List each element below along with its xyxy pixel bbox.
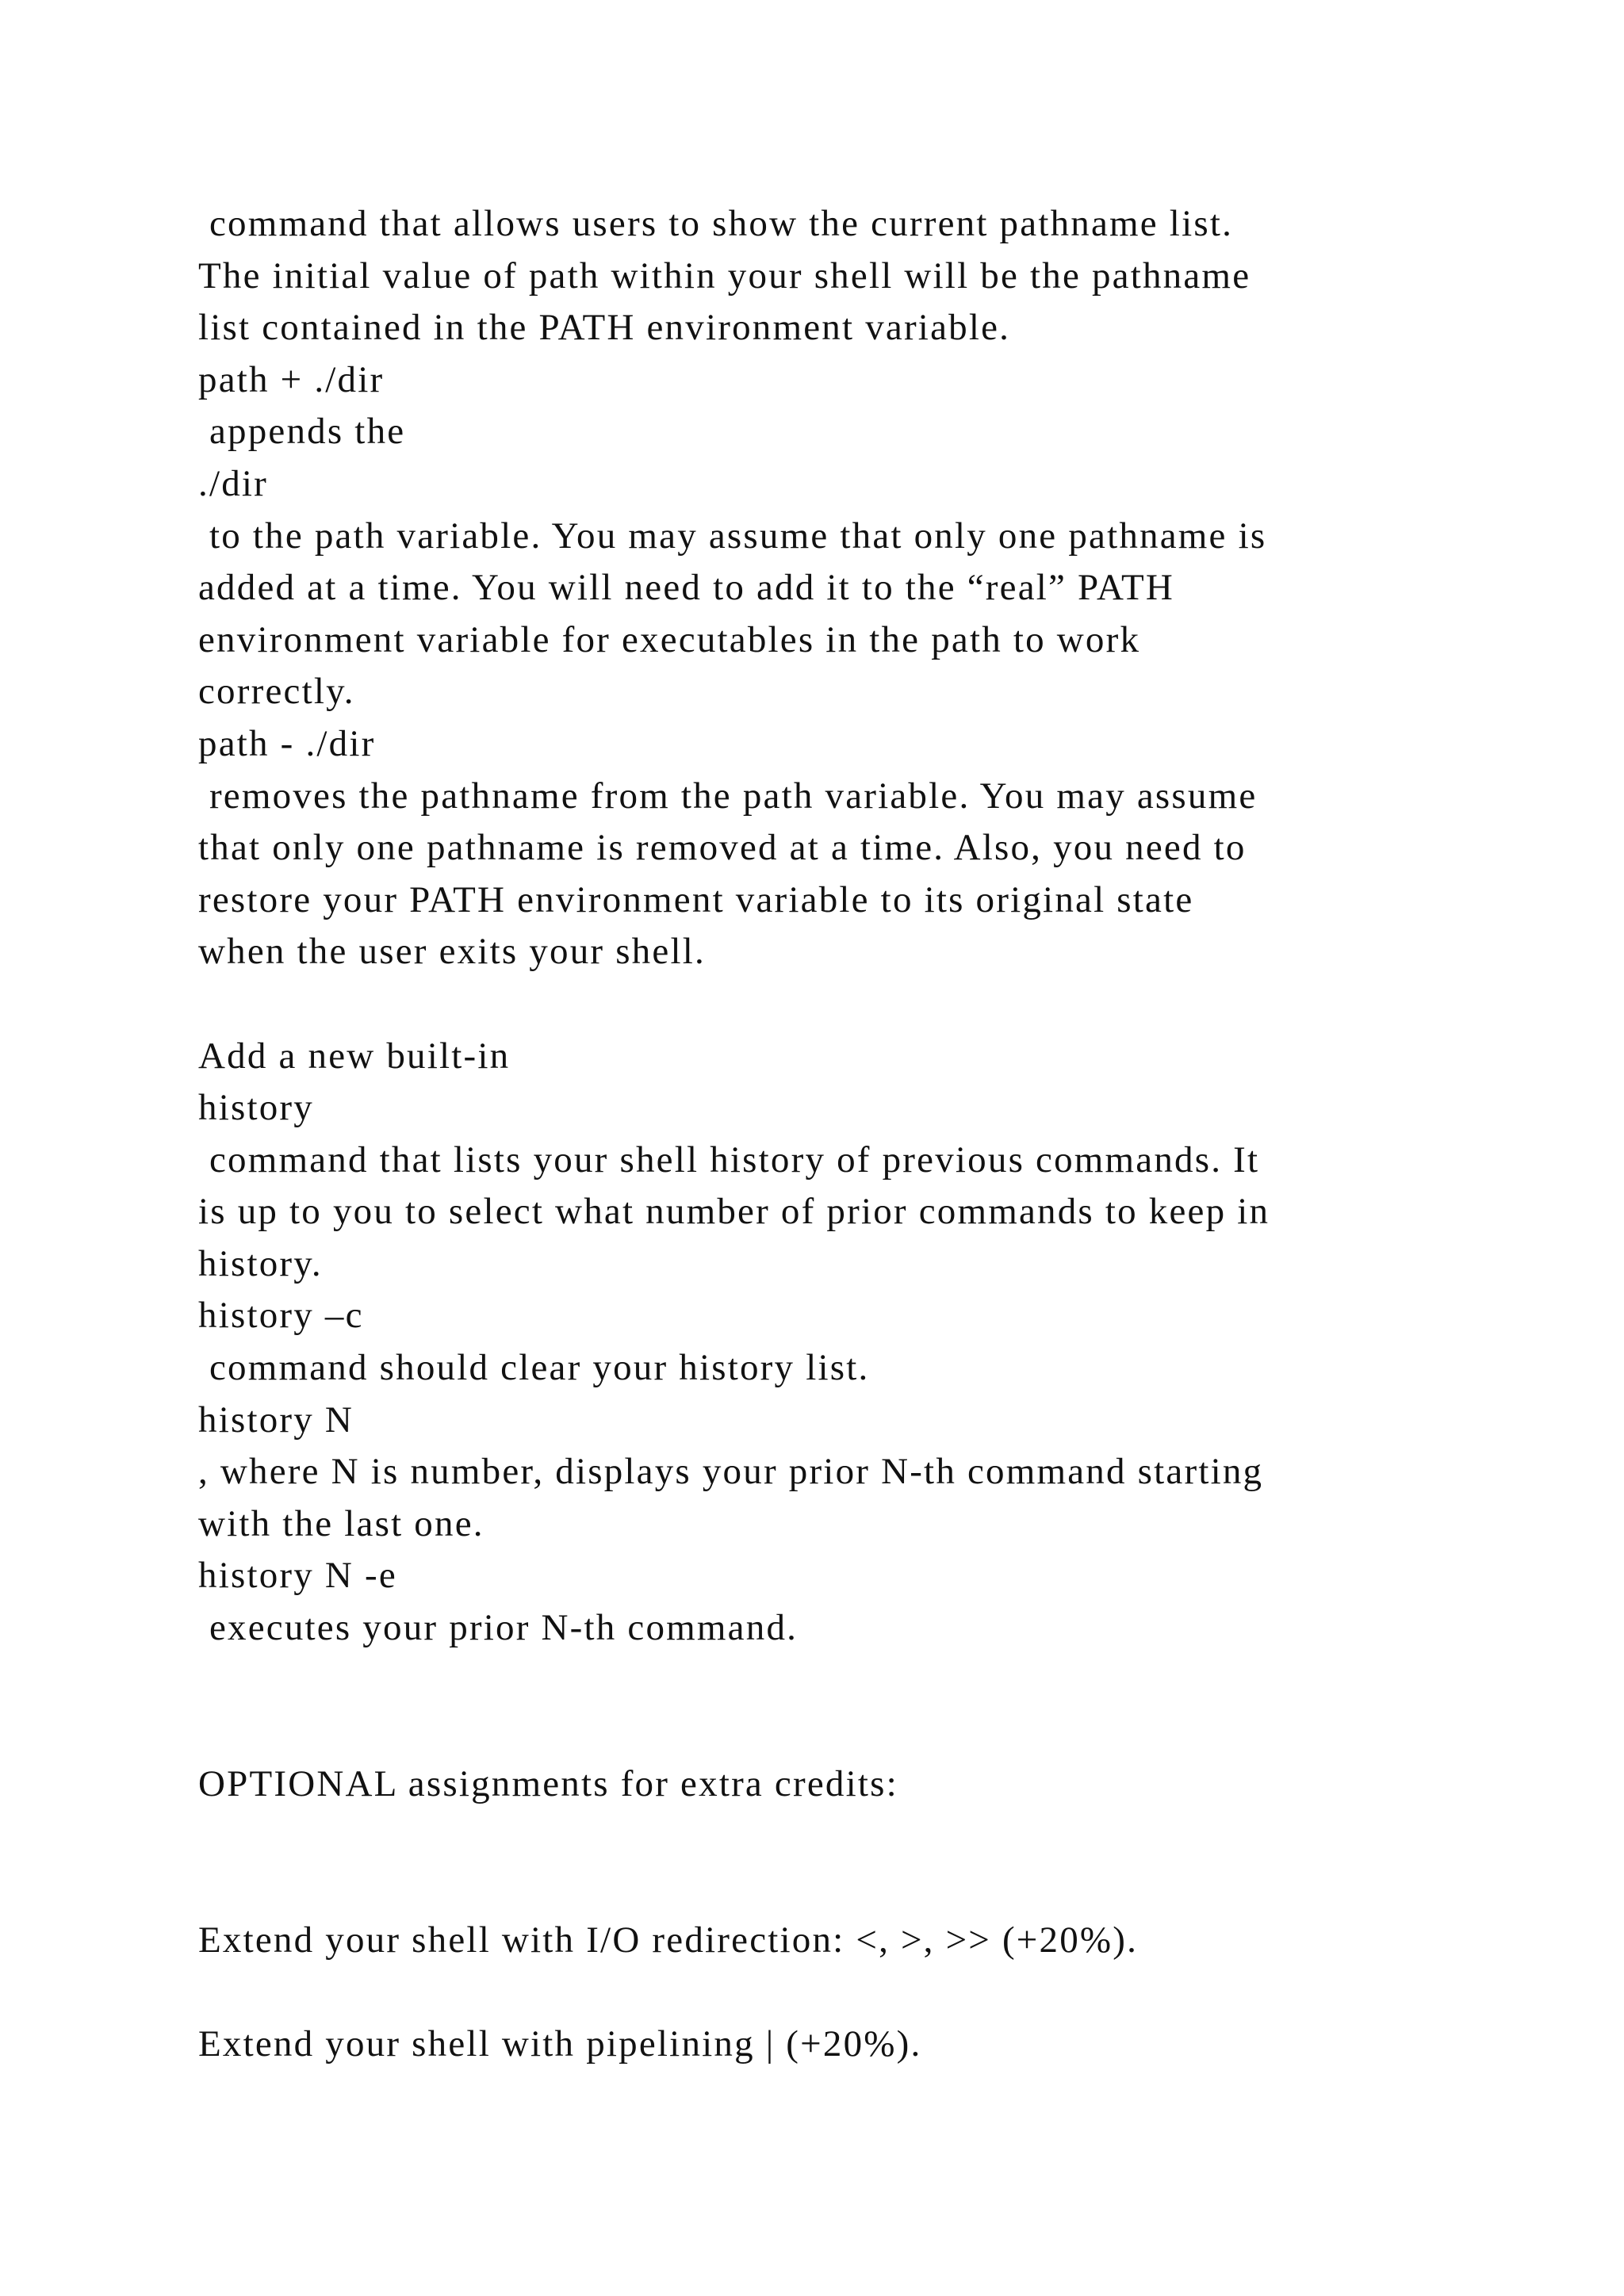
text-line: history N [198, 1399, 354, 1441]
paragraph-gap [198, 978, 1546, 1031]
text-line: with the last one. [198, 1502, 485, 1544]
optional-item-io-redirection: Extend your shell with I/O redirection: <, >, >> (+20%). [198, 1919, 1139, 1961]
text-line: that only one pathname is removed at a time. Also, you need to [198, 827, 1247, 869]
text-line: ./dir [198, 462, 269, 504]
text-line: when the user exits your shell. [198, 931, 706, 973]
text-line: command that allows users to show the current pathname list. [198, 203, 1234, 244]
text-line: correctly. [198, 671, 355, 713]
history-section [198, 1031, 1546, 1655]
text-line: path + ./dir [198, 358, 385, 400]
text-line: command should clear your history list. [198, 1347, 870, 1389]
paragraph-gap [198, 1810, 1546, 1914]
text-line: command that lists your shell history of previous commands. It [198, 1138, 1260, 1181]
text-line: restore your PATH environment variable to its original state [198, 878, 1194, 920]
text-line: is up to you to select what number of prior commands to keep in [198, 1191, 1270, 1233]
paragraph-gap [198, 1966, 1546, 2019]
text-line: executes your prior N-th command. [198, 1607, 799, 1649]
text-line: Add a new built-in [198, 1035, 511, 1077]
text-line: history. [198, 1242, 323, 1284]
text-line: The initial value of path within your shell will be the pathname [198, 254, 1251, 297]
text-line: list contained in the PATH environment variable. [198, 307, 1011, 349]
text-line: history [198, 1087, 314, 1129]
text-line: appends the [198, 411, 406, 453]
text-line: environment variable for executables in the path to work [198, 618, 1141, 660]
text-line: history N -e [198, 1555, 397, 1597]
paragraph-gap [198, 1655, 1546, 1758]
text-line: removes the pathname from the path variable. You may assume [198, 775, 1258, 817]
text-line: history –c [198, 1295, 364, 1337]
text-line: , where N is number, displays your prior N-th command starting [198, 1451, 1264, 1493]
document-text [198, 198, 1546, 2070]
optional-heading: OPTIONAL assignments for extra credits: [198, 1762, 898, 1804]
path-section [198, 198, 1546, 978]
text-line: to the path variable. You may assume that only one pathname is [198, 515, 1267, 557]
text-line: path - ./dir [198, 722, 376, 764]
text-line: added at a time. You will need to add it to the “real” PATH [198, 567, 1175, 609]
optional-item-pipelining: Extend your shell with pipelining | (+20%). [198, 2022, 922, 2064]
